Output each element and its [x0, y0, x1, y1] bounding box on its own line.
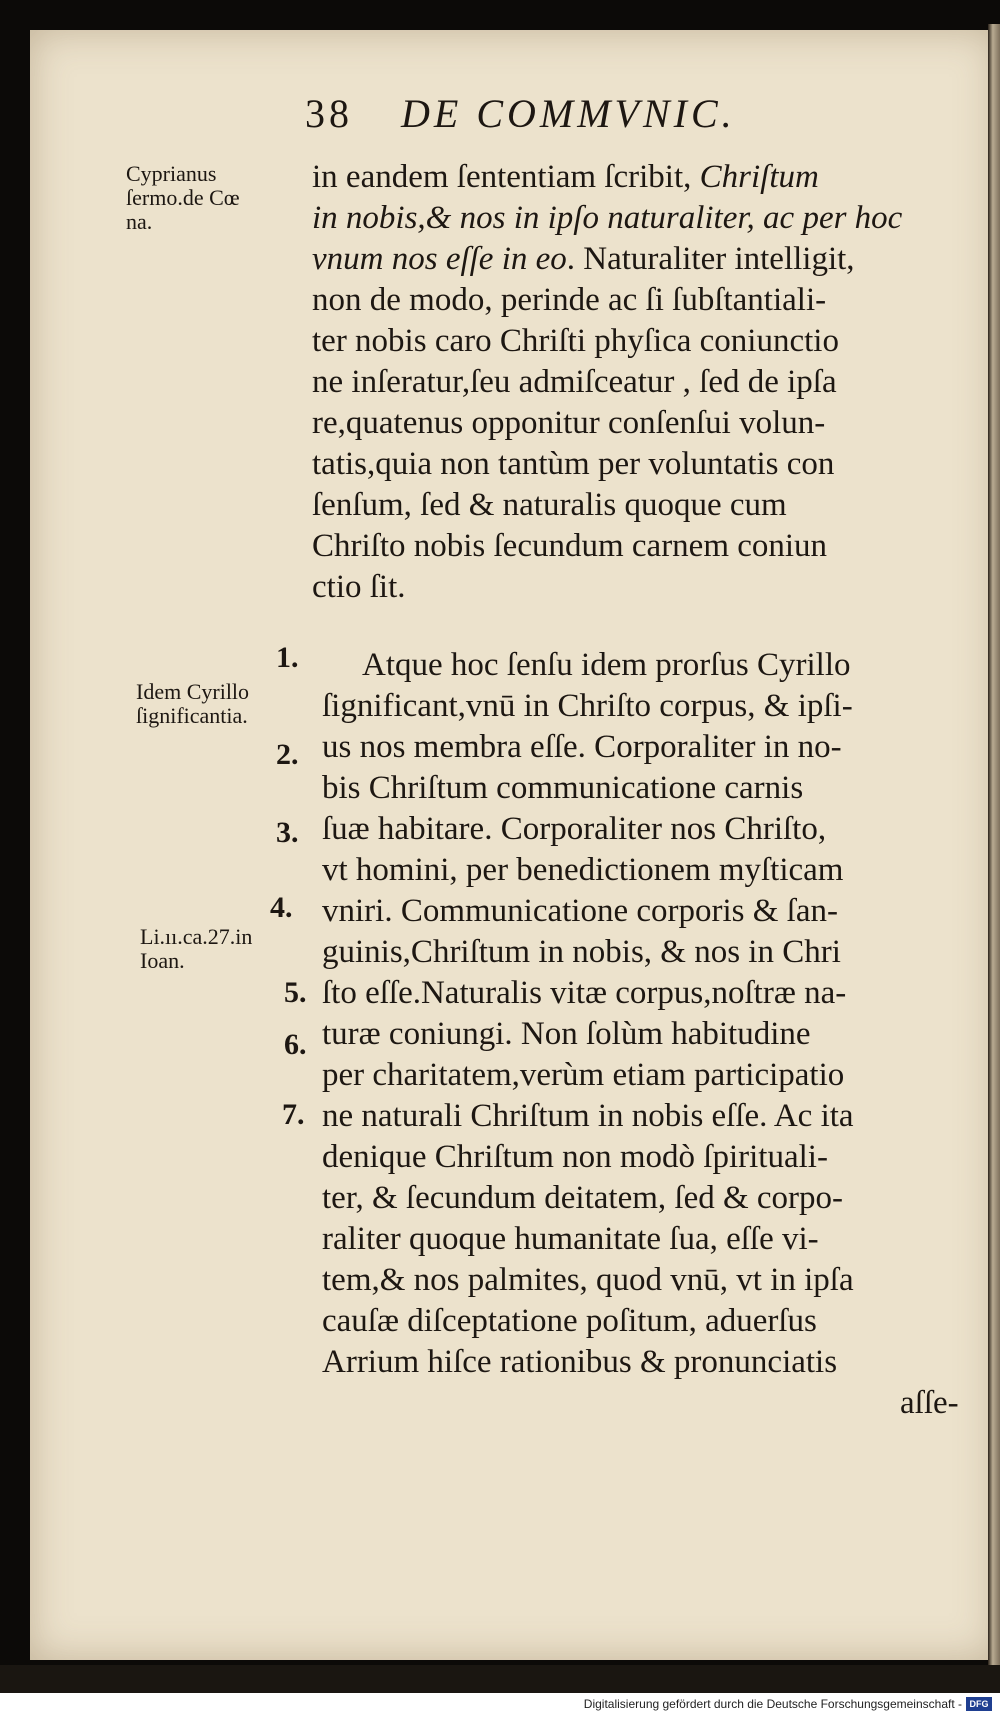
text-line: guinis,Chriſtum in nobis, & nos in Chri [322, 934, 841, 970]
margin-note-cyprianus-3: na. [126, 209, 153, 234]
margin-note-cyprianus-2: ſermo.de Cœ [126, 185, 240, 210]
page-number: 38 [305, 91, 353, 136]
scan-bottom-band [0, 1665, 1000, 1693]
text-line: vt homini, per benedictionem myſticam [322, 852, 844, 888]
margin-note-reference-2: Ioan. [140, 948, 185, 973]
text-line: re,quatenus opponitur conſenſui volun- [312, 405, 826, 441]
text-line: Arrium hiſce rationibus & pronunciatis [322, 1344, 838, 1380]
text-line: in eandem ſententiam ſcribit, Chriſtum [312, 159, 819, 195]
margin-note-idem-1: Idem Cyrillo [136, 679, 250, 704]
catchword: aſſe- [900, 1385, 959, 1421]
text-line: Chriſto nobis ſecundum carnem coniun [312, 528, 828, 564]
text-line: ter nobis caro Chriſti phyſica coniunctio [312, 323, 839, 359]
running-title: DE COMMVNIC. [401, 91, 736, 136]
text-line: raliter quoque humanitate ſua, eſſe vi- [322, 1221, 819, 1257]
margin-note-idem-2: ſignificantia. [136, 703, 248, 728]
text-line: cauſæ diſceptatione poſitum, aduerſus [322, 1303, 817, 1339]
text-line: ter, & ſecundum deitatem, ſed & corpo- [322, 1180, 844, 1216]
enumerator-4: 4. [270, 891, 293, 924]
text-line: Atque hoc ſenſu idem prorſus Cyrillo [362, 647, 851, 683]
text-line: ne naturali Chriſtum in nobis eſſe. Ac ita [322, 1098, 854, 1134]
enumerator-1: 1. [276, 641, 299, 674]
page-header [305, 90, 736, 137]
text-line: ſto eſſe.Naturalis vitæ corpus,noſtræ na- [322, 975, 847, 1011]
margin-note-reference-1: Li.ıı.ca.27.in [140, 924, 253, 949]
footer-credit: Digitalisierung gefördert durch die Deutsche Forschungsgemeinschaft - [583, 1697, 962, 1711]
text-line: per charitatem,verùm etiam participatio [322, 1057, 845, 1093]
text-line: ſignificant,vnū in Chriſto corpus, & ipſi- [322, 688, 853, 724]
dfg-logo: DFG [966, 1697, 992, 1711]
text-line: tatis,quia non tantùm per voluntatis con [312, 446, 835, 482]
text-line: vnum nos eſſe in eo. Naturaliter intelligit, [312, 241, 855, 277]
text-line: non de modo, perinde ac ſi ſubſtantiali- [312, 282, 827, 318]
enumerator-2: 2. [276, 738, 299, 771]
text-line: us nos membra eſſe. Corporaliter in no- [322, 729, 842, 765]
text-line: ſenſum, ſed & naturalis quoque cum [312, 487, 787, 523]
text-line: turæ coniungi. Non ſolùm habitudine [322, 1016, 811, 1052]
text-line: ne inſeratur,ſeu admiſceatur , ſed de ipſa [312, 364, 837, 400]
text-line: vniri. Communicatione corporis & ſan- [322, 893, 838, 929]
enumerator-3: 3. [276, 816, 299, 849]
text-line: ſuæ habitare. Corporaliter nos Chriſto, [322, 811, 827, 847]
enumerator-6: 6. [284, 1028, 307, 1061]
margin-note-cyprianus-1: Cyprianus [126, 161, 217, 186]
enumerator-7: 7. [282, 1098, 305, 1131]
page-edge [988, 24, 1000, 1674]
text-line: ctio ſit. [312, 569, 406, 605]
text-line: tem,& nos palmites, quod vnū, vt in ipſa [322, 1262, 854, 1298]
enumerator-5: 5. [284, 976, 307, 1009]
text-line: denique Chriſtum non modò ſpirituali- [322, 1139, 828, 1175]
text-line: bis Chriſtum communicatione carnis [322, 770, 804, 806]
text-line: in nobis,& nos in ipſo naturaliter, ac per hoc [312, 200, 903, 236]
